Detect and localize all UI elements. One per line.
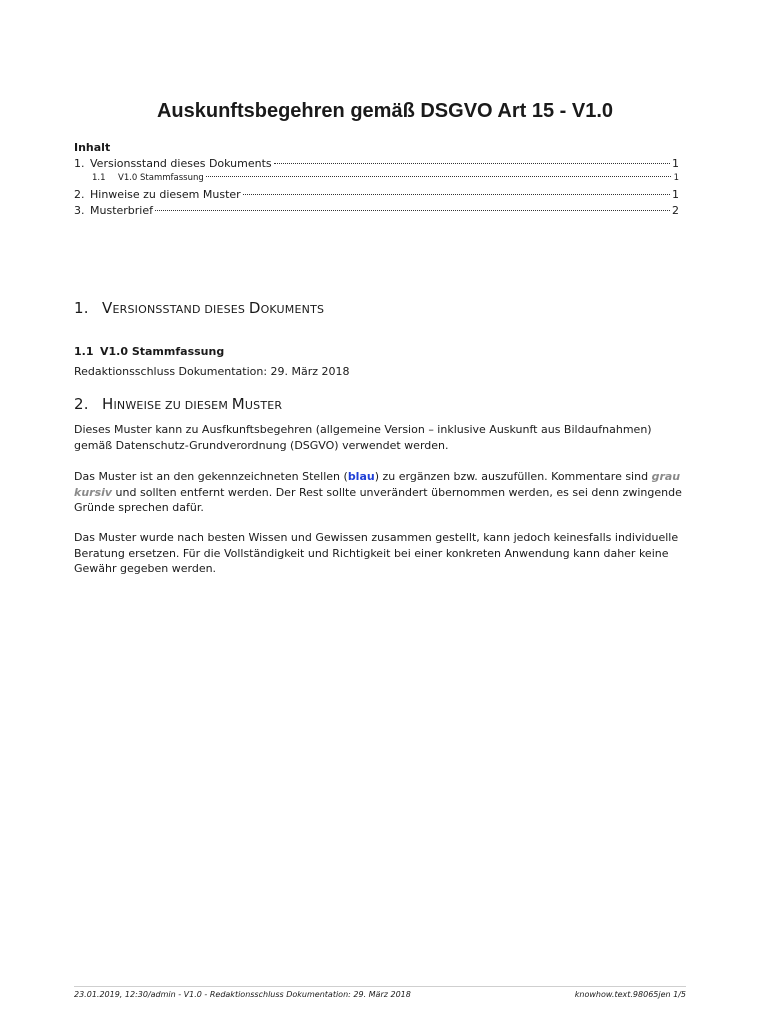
grey-italic-marker-word: grau kursiv (74, 470, 681, 499)
toc-entry-number: 1. (74, 157, 85, 170)
footer-divider (74, 986, 686, 987)
toc-leader-dots (206, 176, 671, 177)
toc-entry-page: 1 (672, 188, 679, 201)
toc-leader-dots (155, 210, 670, 211)
section-number: 1. (74, 299, 89, 317)
toc-leader-dots (274, 163, 670, 164)
hinweise-paragraph-2: Das Muster ist an den gekennzeichneten Stellen (blau) zu ergänzen bzw. auszufüllen. Kommentare sind grau kursiv und sollten entfernt werden. Der Rest sollte unverändert übernommen werden, es sei denn zwingende Gründe sprechen dafür. (74, 470, 682, 514)
section-number: 2. (74, 395, 89, 413)
footer-left-text: 23.01.2019, 12:30/admin - V1.0 - Redaktionsschluss Dokumentation: 29. März 2018 (74, 990, 411, 999)
blue-marker-word: blau (347, 470, 375, 483)
toc-entry[interactable] (74, 157, 679, 173)
redaktionsschluss-text: Redaktionsschluss Dokumentation: 29. März 2018 (74, 365, 350, 378)
toc-heading: Inhalt (74, 141, 111, 154)
toc-entry[interactable] (74, 173, 679, 188)
section-heading-versionsstand: 1. VERSIONSSTAND DIESES DOKUMENTS (74, 299, 325, 317)
hinweise-paragraph-3: Das Muster wurde nach besten Wissen und Gewissen zusammen gestellt, kann jedoch keinesfalls individuelle Beratung ersetzen. Für die Vollständigkeit und Richtigkeit bei einer konkreten Anwendung kann daher keine Gewähr gegeben werden. (74, 531, 679, 575)
toc-entry-label: Hinweise zu diesem Muster (90, 188, 241, 201)
toc-entry-label: Versionsstand dieses Dokuments (90, 157, 272, 170)
subsection-heading-stammfassung (74, 345, 224, 358)
toc-entry-number: 3. (74, 204, 85, 217)
section-heading-hinweise: 2. HINWEISE ZU DIESEM MUSTER (74, 395, 283, 413)
footer-right-text: knowhow.text.98065jen 1/5 (574, 990, 686, 999)
toc-entry-page: 2 (672, 204, 679, 217)
subsection-number: 1.1 (74, 345, 94, 358)
toc-entry-label: V1.0 Stammfassung (118, 173, 204, 183)
toc-entry-page: 1 (673, 173, 679, 183)
hinweise-paragraph-1: Dieses Muster kann zu Ausfkunftsbegehren (allgemeine Version – inklusive Auskunft aus Bildaufnahmen) gemäß Datenschutz-Grundverordnung (DSGVO) verwendet werden. (74, 423, 652, 452)
toc-leader-dots (243, 194, 670, 195)
toc-entry-page: 1 (672, 157, 679, 170)
toc-entry[interactable] (74, 188, 679, 204)
subsection-title: V1.0 Stammfassung (100, 345, 225, 358)
table-of-contents (74, 157, 679, 220)
toc-entry-label: Musterbrief (90, 204, 153, 217)
toc-entry-number: 2. (74, 188, 85, 201)
toc-entry[interactable] (74, 204, 679, 220)
document-title: Auskunftsbegehren gemäß DSGVO Art 15 - V1.0 (156, 100, 614, 122)
toc-entry-number: 1.1 (92, 173, 106, 183)
